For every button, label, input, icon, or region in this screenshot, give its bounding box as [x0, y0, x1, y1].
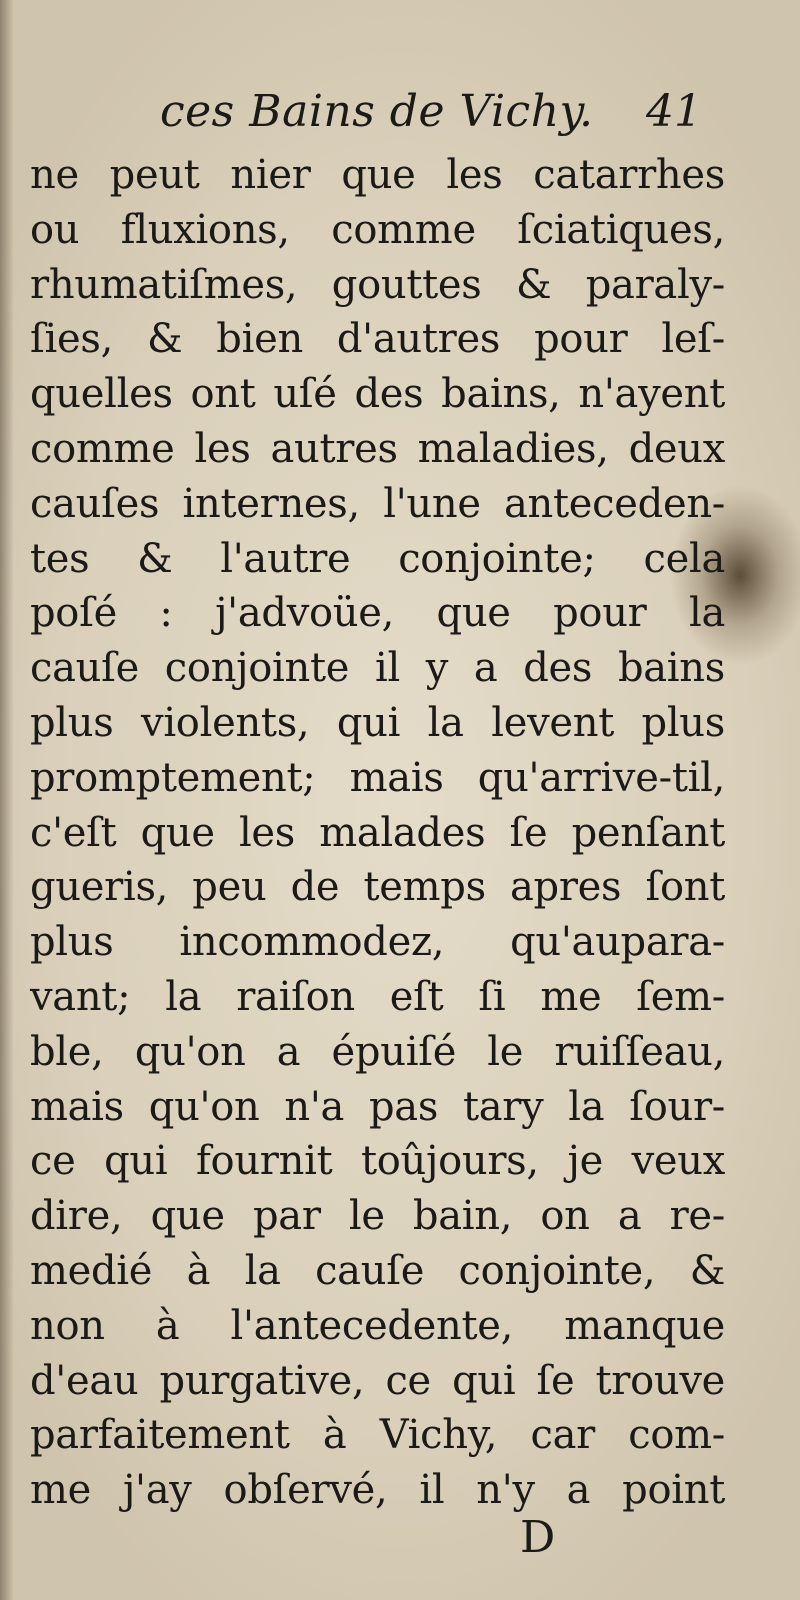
- text-line: plus violents, qui la levent plus: [30, 699, 725, 746]
- text-line: poſé : j'advoüe, que pour la: [30, 590, 725, 637]
- text-line: mais qu'on n'a pas tary la ſour-: [30, 1083, 725, 1130]
- text-line: tes & l'autre conjointe; cela: [30, 535, 725, 582]
- text-line: cauſes internes, l'une anteceden-: [30, 480, 725, 527]
- page-number: 41: [646, 86, 702, 137]
- text-line: rhumatiſmes, gouttes & paraly-: [30, 261, 725, 308]
- text-line: parfaitement à Vichy, car com-: [30, 1412, 725, 1459]
- text-line: ou fluxions, comme ſciatiques,: [30, 206, 725, 253]
- body-text: [30, 148, 725, 1518]
- text-line: cauſe conjointe il y a des bains: [30, 645, 725, 692]
- text-line: me j'ay obſervé, il n'y a point: [30, 1467, 725, 1514]
- text-line: ble, qu'on a épuiſé le ruiſſeau,: [30, 1028, 725, 1075]
- text-line: ne peut nier que les catarrhes: [30, 152, 725, 198]
- text-line: quelles ont uſé des bains, n'ayent: [30, 371, 725, 418]
- text-line: ce qui fournit toûjours, je veux: [30, 1138, 725, 1185]
- text-line: c'eſt que les malades ſe penſant: [30, 809, 725, 856]
- text-line: promptement; mais qu'arrive-til,: [30, 754, 725, 801]
- text-line: plus incommodez, qu'aupara-: [30, 919, 725, 966]
- running-title: ces Bains de Vichy.: [160, 86, 594, 137]
- text-line: medié à la cauſe conjointe, &: [30, 1247, 725, 1294]
- text-line: dire, que par le bain, on a re-: [30, 1193, 725, 1240]
- text-line: d'eau purgative, ce qui ſe trouve: [30, 1357, 725, 1404]
- text-line: ſies, & bien d'autres pour leſ-: [30, 316, 725, 363]
- text-line: vant; la raiſon eſt ſi me ſem-: [30, 973, 725, 1020]
- signature-mark: D: [520, 1512, 556, 1563]
- text-line: non à l'antecedente, manque: [30, 1302, 725, 1349]
- page-gutter-shadow: [0, 0, 14, 1600]
- text-line: gueris, peu de temps apres ſont: [30, 864, 725, 911]
- text-line: comme les autres maladies, deux: [30, 425, 725, 472]
